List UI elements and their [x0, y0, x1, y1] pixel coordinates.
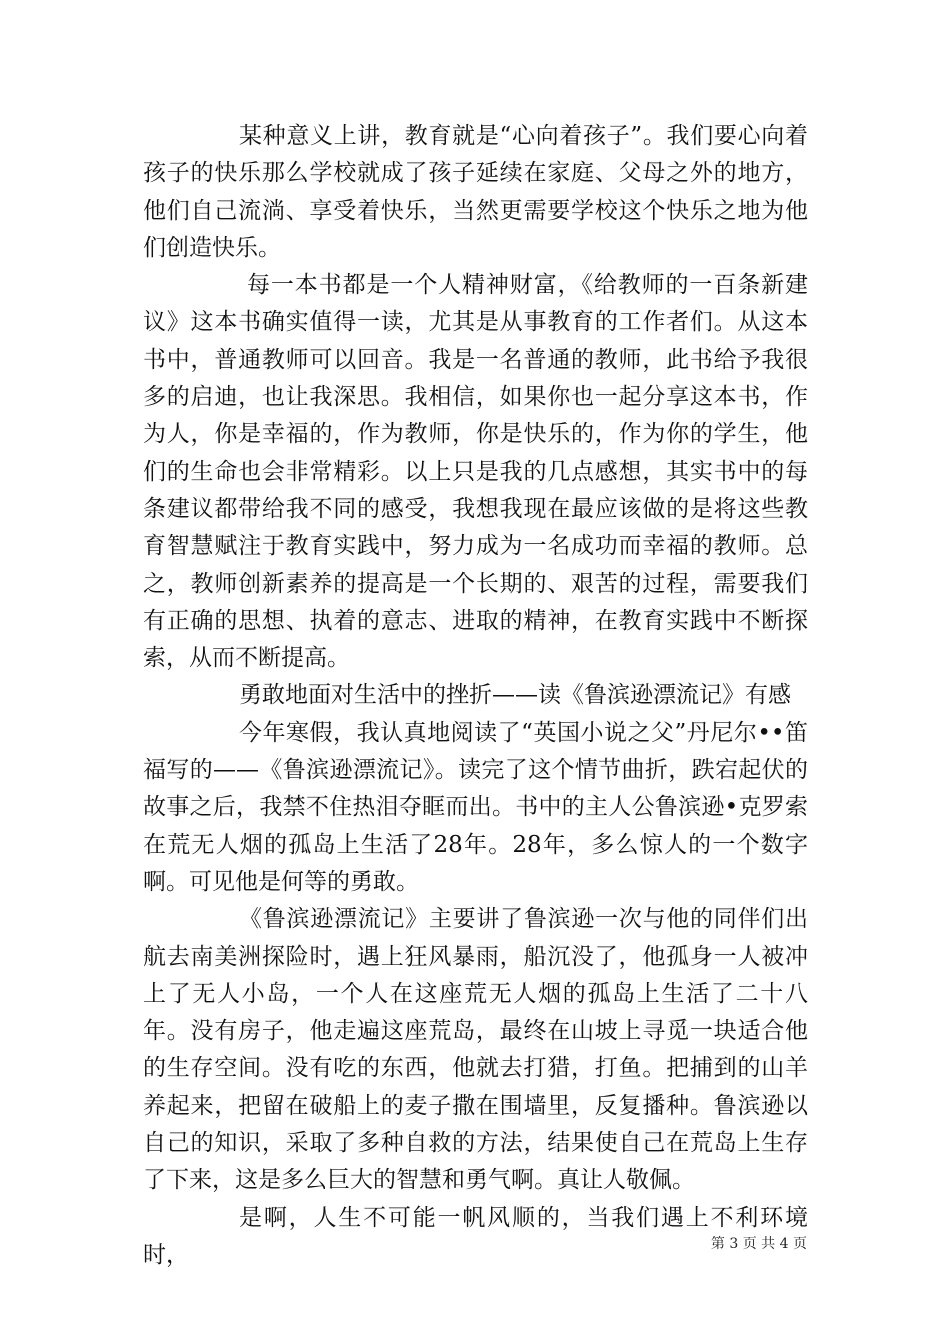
paragraph-winter-reading: 今年寒假，我认真地阅读了“英国小说之父”丹尼尔••笛福写的——《鲁滨逊漂流记》。读完了这个情节曲折，跌宕起伏的故事之后，我禁不住热泪夺眶而出。书中的主人公鲁滨逊•克罗索在荒无人烟的孤岛上生活了28年。28年，多么惊人的一个数字啊。可见他是何等的勇敢。 — [143, 719, 808, 895]
paragraph-life-reflection: 是啊，人生不可能一帆风顺的，当我们遇上不利环境时， — [143, 1204, 808, 1268]
paragraph-book-reflection: 每一本书都是一个人精神财富，《给教师的一百条新建议》这本书确实值得一读，尤其是从事教育的工作者们。从这本书中，普通教师可以回音。我是一名普通的教师，此书给予我很多的启迪，也让我深思。我相信，如果你也一起分享这本书，作为人，你是幸福的，作为教师，你是快乐的，作为你的学生，他们的生命也会非常精彩。以上只是我的几点感想，其实书中的每条建议都带给我不同的感受，我想我现在最应该做的是将这些教育智慧赋注于教育实践中，努力成为一名成功而幸福的教师。总之，教师创新素养的提高是一个长期的、艰苦的过程，需要我们有正确的思想、执着的意志、进取的精神，在教育实践中不断探索，从而不断提高。 — [143, 272, 808, 672]
paragraph-education-heart: 某种意义上讲，教育就是“心向着孩子”。我们要心向着孩子的快乐那么学校就成了孩子延续在家庭、父母之外的地方，他们自己流淌、享受着快乐，当然更需要学校这个快乐之地为他们创造快乐。 — [143, 123, 808, 261]
paragraph-story-summary: 《鲁滨逊漂流记》主要讲了鲁滨逊一次与他的同伴们出航去南美洲探险时，遇上狂风暴雨，船沉没了，他孤身一人被冲上了无人小岛，一个人在这座荒无人烟的孤岛上生活了二十八年。没有房子，他走遍这座荒岛，最终在山坡上寻觅一块适合他的生存空间。没有吃的东西，他就去打猎，打鱼。把捕到的山羊养起来，把留在破船上的麦子撒在围墙里，反复播种。鲁滨逊以自己的知识，采取了多种自救的方法，结果使自己在荒岛上生存了下来，这是多么巨大的智慧和勇气啊。真让人敬佩。 — [143, 906, 808, 1194]
document-body — [143, 118, 808, 1274]
section-title: 勇敢地面对生活中的挫折——读《鲁滨逊漂流记》有感 — [239, 682, 791, 709]
page-number-footer: 第 3 页 共 4 页 — [710, 1236, 807, 1252]
